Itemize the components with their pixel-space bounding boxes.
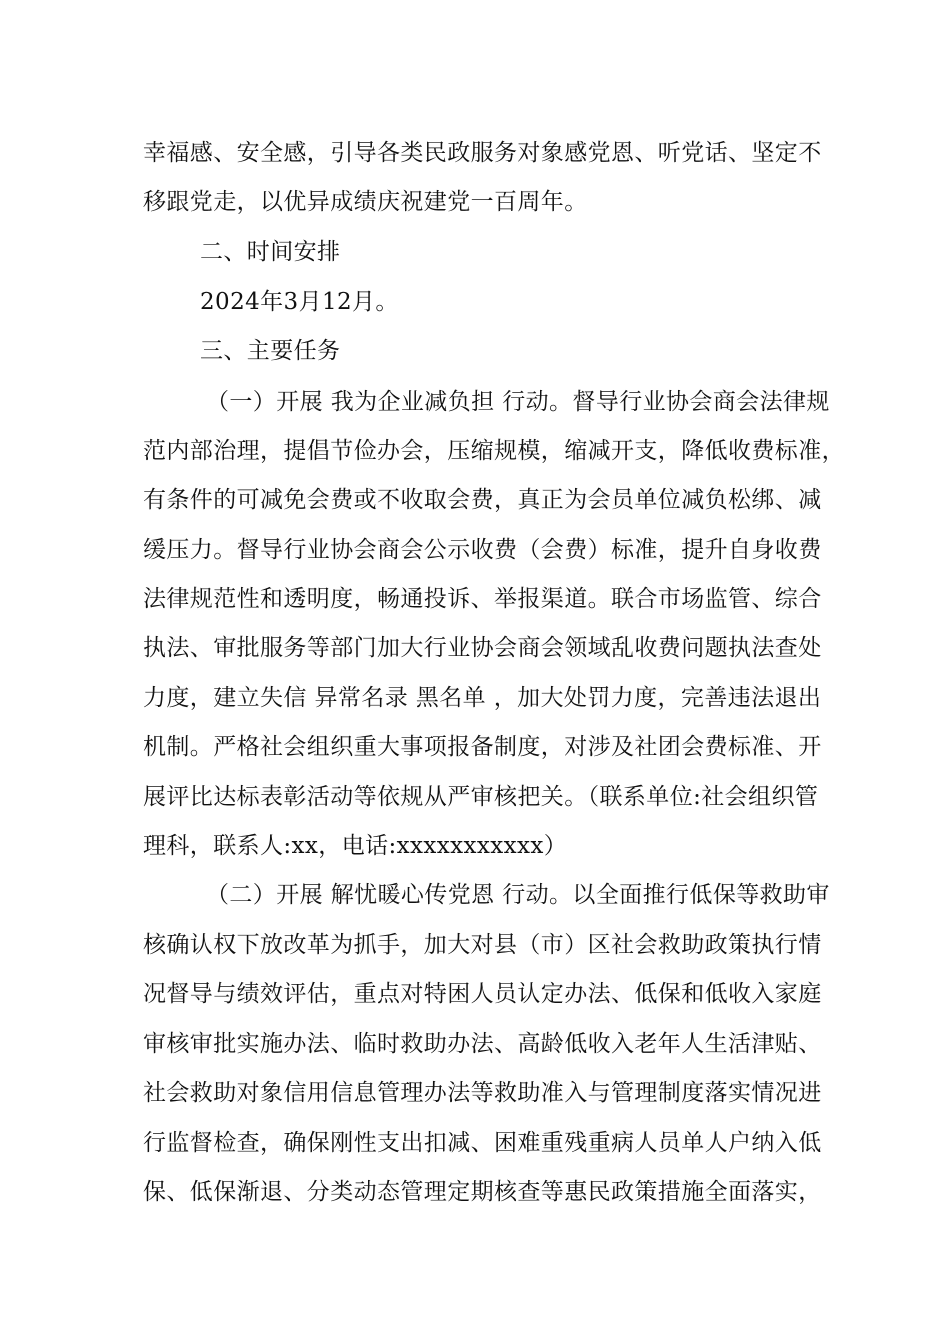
text-line: 机制。严格社会组织重大事项报备制度，对涉及社团会费标准、开 xyxy=(143,734,822,760)
text-line: 保、低保渐退、分类动态管理定期核查等惠民政策措施全面落实， xyxy=(143,1179,822,1205)
text-line: 2024年3月12月。 xyxy=(200,289,399,315)
text-line: 展评比达标表彰活动等依规从严审核把关。（联系单位:社会组织管 xyxy=(143,784,819,810)
text-line: 社会救助对象信用信息管理办法等救助准入与管理制度落实情况进 xyxy=(143,1080,822,1106)
text-line: 范内部治理，提倡节俭办会，压缩规模，缩减开支，降低收费标准， xyxy=(143,438,845,464)
section-heading: 三、主要任务 xyxy=(200,338,341,364)
text-line: 力度，建立失信 异常名录 黑名单 ，加大处罚力度，完善违法退出 xyxy=(143,685,822,711)
text-line: 缓压力。督导行业协会商会公示收费（会费）标准，提升自身收费 xyxy=(143,537,822,563)
text-line: 理科，联系人:xx，电话:xxxxxxxxxxx） xyxy=(143,833,568,859)
text-line: （二）开展 解忧暖心传党恩 行动。以全面推行低保等救助审 xyxy=(206,882,830,908)
text-line: 审核审批实施办法、临时救助办法、高龄低收入老年人生活津贴、 xyxy=(143,1031,822,1057)
section-heading: 二、时间安排 xyxy=(200,239,341,265)
text-line: 幸福感、安全感，引导各类民政服务对象感党恩、听党话、坚定不 xyxy=(143,140,822,166)
text-line: 核确认权下放改革为抓手，加大对县（市）区社会救助政策执行情 xyxy=(143,932,822,958)
text-line: （一）开展 我为企业减负担 行动。督导行业协会商会法律规 xyxy=(206,389,830,415)
text-line: 有条件的可减免会费或不收取会费，真正为会员单位减负松绑、减 xyxy=(143,487,822,513)
text-line: 法律规范性和透明度，畅通投诉、举报渠道。联合市场监管、综合 xyxy=(143,586,822,612)
text-line: 移跟党走，以优异成绩庆祝建党一百周年。 xyxy=(143,189,588,215)
text-line: 行监督检查，确保刚性支出扣减、困难重残重病人员单人户纳入低 xyxy=(143,1130,822,1156)
text-line: 执法、审批服务等部门加大行业协会商会领域乱收费问题执法查处 xyxy=(143,635,822,661)
text-line: 况督导与绩效评估，重点对特困人员认定办法、低保和低收入家庭 xyxy=(143,981,822,1007)
